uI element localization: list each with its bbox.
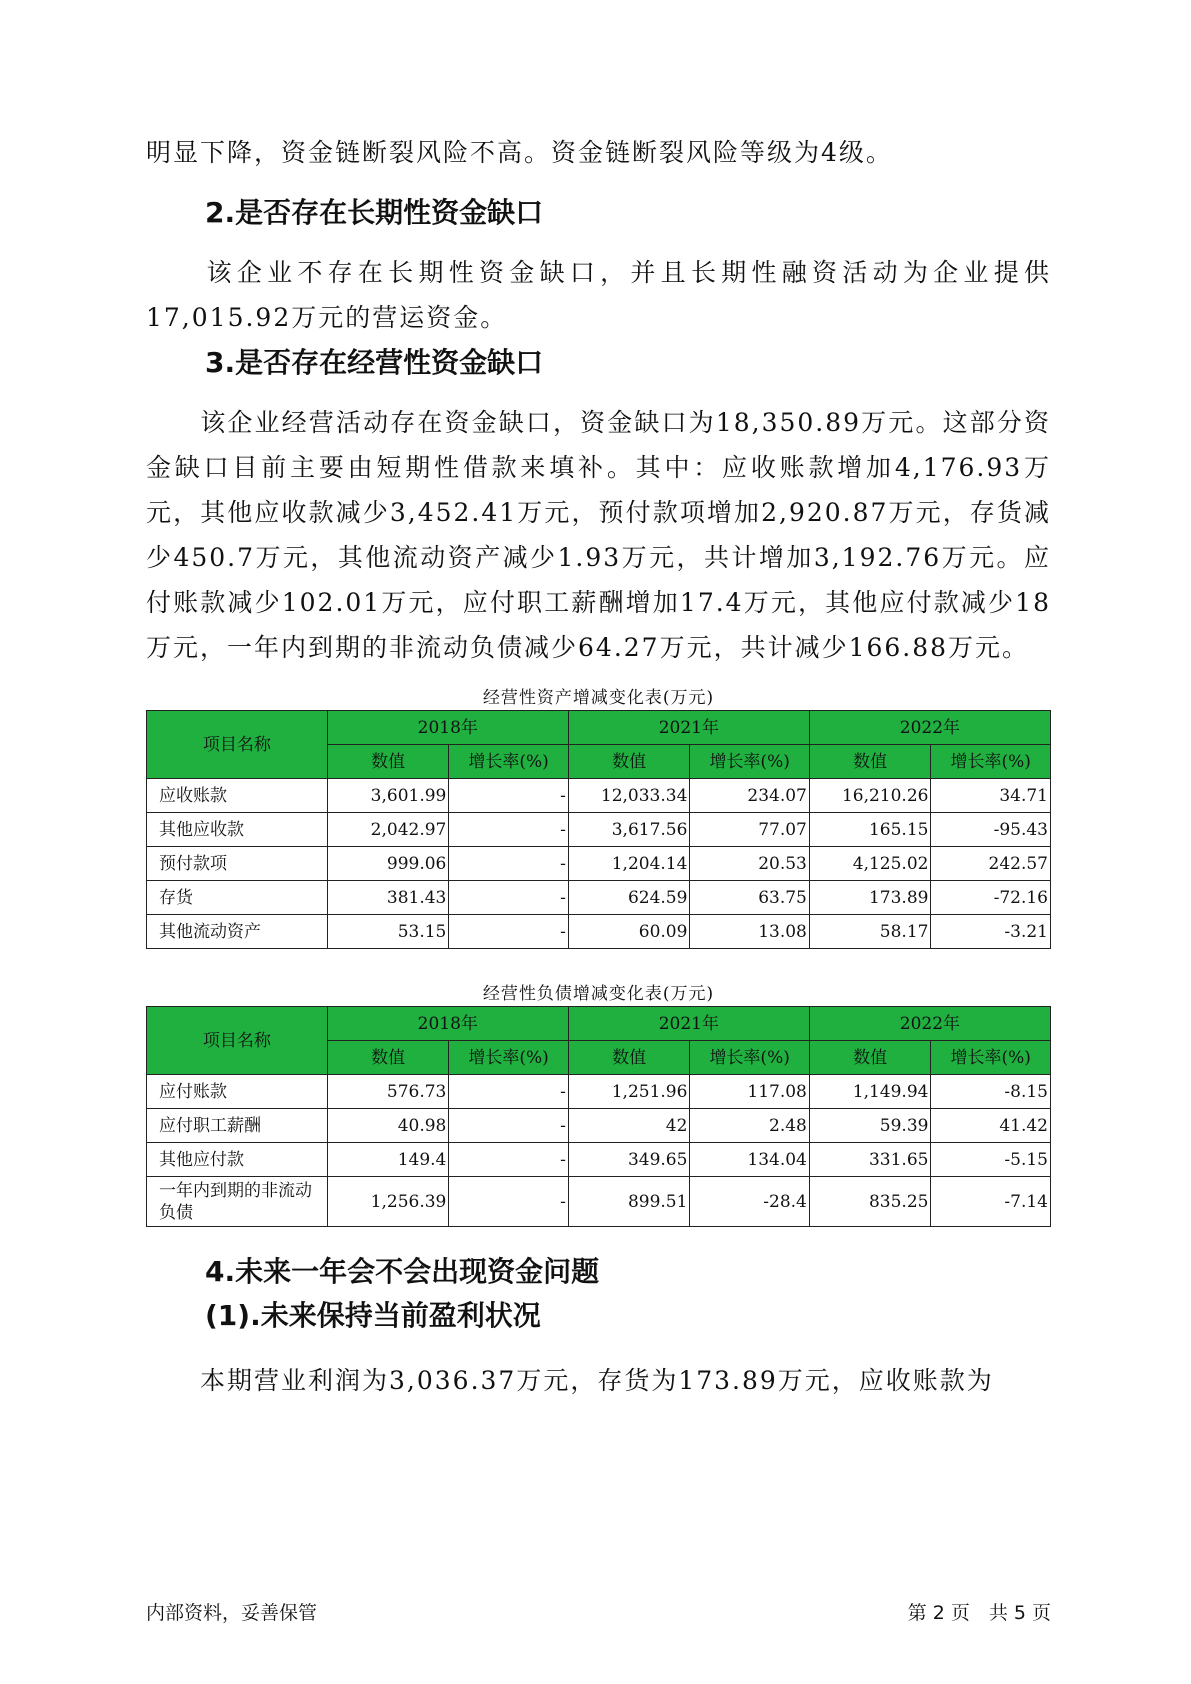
growth-cell: - <box>449 915 568 949</box>
col-header-year: 2021年 <box>568 711 809 745</box>
value-cell: 16,210.26 <box>809 779 931 813</box>
section-2-heading: 2.是否存在长期性资金缺口 <box>205 196 544 229</box>
growth-cell: -28.4 <box>690 1177 809 1227</box>
growth-cell: - <box>449 1109 568 1143</box>
table-row <box>147 915 1051 949</box>
value-cell: 2,042.97 <box>327 813 449 847</box>
col-header-growth: 增长率(%) <box>690 1041 809 1075</box>
value-cell: 53.15 <box>327 915 449 949</box>
col-header-growth: 增长率(%) <box>449 1041 568 1075</box>
assets-table <box>146 710 1051 949</box>
value-cell: 899.51 <box>568 1177 690 1227</box>
growth-cell: - <box>449 1177 568 1227</box>
value-cell: 3,617.56 <box>568 813 690 847</box>
growth-cell: 134.04 <box>690 1143 809 1177</box>
section-3-heading: 3.是否存在经营性资金缺口 <box>205 346 544 379</box>
growth-cell: 242.57 <box>931 847 1051 881</box>
growth-cell: 41.42 <box>931 1109 1051 1143</box>
row-item-name: 应收账款 <box>147 779 328 813</box>
growth-cell: -8.15 <box>931 1075 1051 1109</box>
section-3-body: 该企业经营活动存在资金缺口，资金缺口为18,350.89万元。这部分资金缺口目前主要由短期性借款来填补。其中：应收账款增加4,176.93万元，其他应收款减少3,452.41万元，预付款项增加2,920.87万元，存货减少450.7万元，其他流动资产减少1.93万元，共计增加3,192.76万元。应付账款减少102.01万元，应付职工薪酬增加17.4万元，其他应付款减少18万元，一年内到期的非流动负债减少64.27万元，共计减少166.88万元。 <box>146 408 1051 662</box>
value-cell: 349.65 <box>568 1143 690 1177</box>
footer-page-number: 第 2 页 共 5 页 <box>907 1602 1051 1624</box>
growth-cell: - <box>449 779 568 813</box>
table-row <box>147 1109 1051 1143</box>
growth-cell: - <box>449 1143 568 1177</box>
col-header-growth: 增长率(%) <box>931 745 1051 779</box>
section-4-subheading: (1).未来保持当前盈利状况 <box>205 1299 541 1332</box>
col-header-year: 2018年 <box>327 711 568 745</box>
growth-cell: 2.48 <box>690 1109 809 1143</box>
row-item-name: 应付职工薪酬 <box>147 1109 328 1143</box>
value-cell: 999.06 <box>327 847 449 881</box>
growth-cell: 234.07 <box>690 779 809 813</box>
growth-cell: 117.08 <box>690 1075 809 1109</box>
value-cell: 42 <box>568 1109 690 1143</box>
col-header-year: 2022年 <box>809 711 1050 745</box>
value-cell: 165.15 <box>809 813 931 847</box>
growth-cell: 63.75 <box>690 881 809 915</box>
row-item-name: 应付账款 <box>147 1075 328 1109</box>
col-header-value: 数值 <box>568 745 690 779</box>
growth-cell: - <box>449 881 568 915</box>
growth-cell: -72.16 <box>931 881 1051 915</box>
liabilities-table-caption: 经营性负债增减变化表(万元) <box>482 984 715 1004</box>
col-header-year: 2022年 <box>809 1007 1050 1041</box>
value-cell: 59.39 <box>809 1109 931 1143</box>
growth-cell: 34.71 <box>931 779 1051 813</box>
table-row <box>147 881 1051 915</box>
growth-cell: - <box>449 1075 568 1109</box>
value-cell: 331.65 <box>809 1143 931 1177</box>
row-item-name: 其他应付款 <box>147 1143 328 1177</box>
assets-table-caption: 经营性资产增减变化表(万元) <box>482 688 715 708</box>
value-cell: 1,149.94 <box>809 1075 931 1109</box>
value-cell: 12,033.34 <box>568 779 690 813</box>
section-4-body: 本期营业利润为3,036.37万元，存货为173.89万元，应收账款为 <box>146 1366 994 1395</box>
footer-confidential-note: 内部资料，妥善保管 <box>146 1602 318 1624</box>
value-cell: 1,204.14 <box>568 847 690 881</box>
col-header-growth: 增长率(%) <box>449 745 568 779</box>
col-header-year: 2021年 <box>568 1007 809 1041</box>
col-header-growth: 增长率(%) <box>931 1041 1051 1075</box>
value-cell: 624.59 <box>568 881 690 915</box>
col-header-value: 数值 <box>327 745 449 779</box>
growth-cell: -3.21 <box>931 915 1051 949</box>
growth-cell: -5.15 <box>931 1143 1051 1177</box>
table-row <box>147 1143 1051 1177</box>
liabilities-table <box>146 1006 1051 1227</box>
value-cell: 3,601.99 <box>327 779 449 813</box>
col-header-item-name: 项目名称 <box>147 711 328 779</box>
table-row <box>147 1177 1051 1227</box>
section-2-body: 该企业不存在长期性资金缺口，并且长期性融资活动为企业提供17,015.92万元的营运资金。 <box>146 258 1051 332</box>
value-cell: 60.09 <box>568 915 690 949</box>
value-cell: 1,251.96 <box>568 1075 690 1109</box>
row-item-name: 一年内到期的非流动负债 <box>147 1177 328 1227</box>
col-header-year: 2018年 <box>327 1007 568 1041</box>
growth-cell: -7.14 <box>931 1177 1051 1227</box>
table-row <box>147 1075 1051 1109</box>
intro-paragraph: 明显下降，资金链断裂风险不高。资金链断裂风险等级为4级。 <box>146 138 893 167</box>
col-header-growth: 增长率(%) <box>690 745 809 779</box>
table-row <box>147 847 1051 881</box>
col-header-value: 数值 <box>327 1041 449 1075</box>
col-header-value: 数值 <box>809 745 931 779</box>
col-header-item-name: 项目名称 <box>147 1007 328 1075</box>
value-cell: 58.17 <box>809 915 931 949</box>
row-item-name: 存货 <box>147 881 328 915</box>
value-cell: 149.4 <box>327 1143 449 1177</box>
value-cell: 1,256.39 <box>327 1177 449 1227</box>
col-header-value: 数值 <box>568 1041 690 1075</box>
growth-cell: 20.53 <box>690 847 809 881</box>
growth-cell: -95.43 <box>931 813 1051 847</box>
value-cell: 40.98 <box>327 1109 449 1143</box>
value-cell: 576.73 <box>327 1075 449 1109</box>
row-item-name: 其他流动资产 <box>147 915 328 949</box>
value-cell: 835.25 <box>809 1177 931 1227</box>
table-row <box>147 813 1051 847</box>
table-row <box>147 779 1051 813</box>
row-item-name: 其他应收款 <box>147 813 328 847</box>
growth-cell: - <box>449 813 568 847</box>
growth-cell: - <box>449 847 568 881</box>
col-header-value: 数值 <box>809 1041 931 1075</box>
section-4-heading: 4.未来一年会不会出现资金问题 <box>205 1255 600 1288</box>
value-cell: 4,125.02 <box>809 847 931 881</box>
value-cell: 173.89 <box>809 881 931 915</box>
growth-cell: 13.08 <box>690 915 809 949</box>
value-cell: 381.43 <box>327 881 449 915</box>
growth-cell: 77.07 <box>690 813 809 847</box>
row-item-name: 预付款项 <box>147 847 328 881</box>
